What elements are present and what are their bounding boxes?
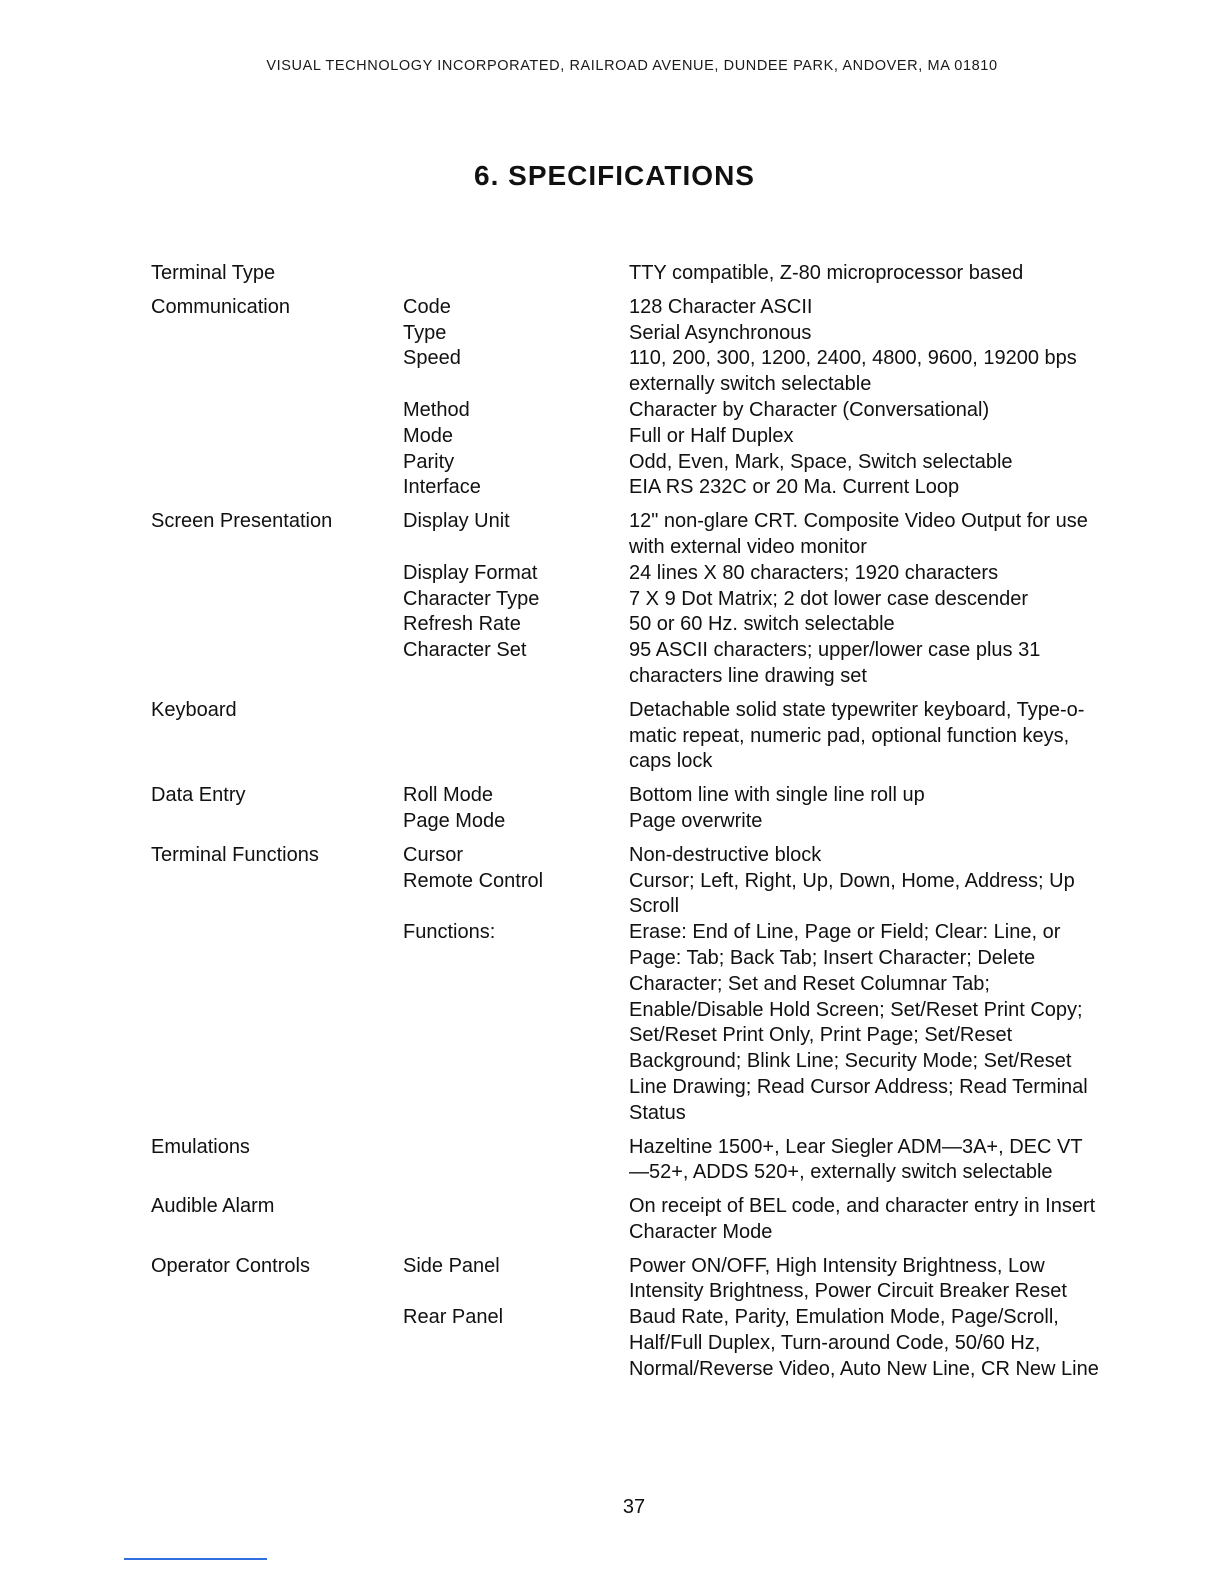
spec-label: Type [403, 321, 447, 344]
spec-row [0, 1135, 1224, 1187]
spec-value: Character by Character (Conversational) [629, 398, 990, 421]
specifications-table [0, 261, 1224, 1383]
spec-value: 24 lines X 80 characters; 1920 characters [629, 561, 999, 584]
spec-row [0, 783, 1224, 835]
spec-item [402, 321, 1224, 347]
spec-label: Parity [403, 450, 455, 473]
spec-value: Bottom line with single line roll up [629, 784, 925, 807]
spec-item [402, 638, 1224, 690]
page-title: 6. SPECIFICATIONS [474, 160, 755, 191]
spec-item [402, 698, 1224, 775]
spec-value: 110, 200, 300, 1200, 2400, 4800, 9600, 19200 bps externally switch selectable [629, 347, 1077, 396]
spec-label: Side Panel [403, 1254, 500, 1277]
spec-item [402, 509, 1224, 561]
spec-item [402, 843, 1224, 869]
spec-label [402, 261, 629, 287]
spec-label: Display Unit [403, 510, 510, 533]
spec-category: Emulations [151, 1135, 250, 1158]
spec-value: 12" non-glare CRT. Composite Video Output for use with external video monitor [629, 510, 1088, 558]
spec-item [402, 1305, 1224, 1382]
spec-item [402, 869, 1224, 921]
spec-category: Communication [151, 295, 290, 318]
spec-item [402, 1194, 1224, 1246]
spec-item [402, 450, 1224, 476]
spec-label: Rear Panel [403, 1306, 504, 1329]
spec-value: Cursor; Left, Right, Up, Down, Home, Address; Up Scroll [629, 869, 1075, 918]
spec-value: Hazeltine 1500+, Lear Siegler ADM—3A+, DEC VT—52+, ADDS 520+, externally switch selectable [629, 1135, 1083, 1184]
spec-row [0, 698, 1224, 775]
spec-row [0, 1254, 1224, 1383]
spec-value: 7 X 9 Dot Matrix; 2 dot lower case descender [629, 587, 1029, 610]
spec-value: Odd, Even, Mark, Space, Switch selectable [629, 450, 1013, 473]
spec-label [402, 1194, 629, 1246]
spec-label [402, 1135, 629, 1187]
page-header: VISUAL TECHNOLOGY INCORPORATED, RAILROAD AVENUE, DUNDEE PARK, ANDOVER, MA 01810 [266, 58, 998, 74]
spec-value: Detachable solid state typewriter keyboard, Type-o-matic repeat, numeric pad, optional function keys, caps lock [629, 698, 1085, 773]
spec-value: Erase: End of Line, Page or Field; Clear: Line, or Page: Tab; Back Tab; Insert Character; Delete Character; Set and Reset Columnar Tab; Enable/Disable Hold Screen; Set/Reset Print Copy; Set/Reset Print Only, Print Page; Set/Reset Background; Blink Line; Security Mode; Set/Reset Line Drawing; Read Cursor Address; Read Terminal Status [629, 921, 1088, 1124]
spec-value: Power ON/OFF, High Intensity Brightness, Low Intensity Brightness, Power Circuit Breaker Reset [629, 1254, 1067, 1303]
spec-label: Roll Mode [403, 784, 494, 807]
spec-value: Serial Asynchronous [629, 321, 812, 344]
spec-category: Audible Alarm [151, 1195, 275, 1218]
spec-category: Terminal Type [151, 262, 276, 284]
page-number: 37 [622, 1496, 646, 1518]
spec-item [402, 612, 1224, 638]
spec-value: Non-destructive block [629, 843, 822, 866]
spec-item [402, 809, 1224, 835]
spec-label: Page Mode [403, 809, 506, 832]
spec-label: Cursor [403, 843, 464, 866]
spec-item [402, 261, 1224, 287]
spec-row [0, 509, 1224, 690]
spec-label: Character Set [403, 639, 527, 662]
spec-item [402, 920, 1224, 1126]
spec-category: Terminal Functions [151, 843, 319, 866]
spec-row [0, 843, 1224, 1127]
spec-row [0, 261, 1224, 287]
spec-value: 50 or 60 Hz. switch selectable [629, 613, 895, 636]
spec-value: 128 Character ASCII [629, 295, 813, 318]
spec-item [402, 346, 1224, 398]
spec-item [402, 475, 1224, 501]
spec-label: Refresh Rate [403, 613, 521, 636]
spec-label: Method [403, 398, 470, 421]
spec-value: Baud Rate, Parity, Emulation Mode, Page/Scroll, Half/Full Duplex, Turn-around Code, 50/60 Hz, Normal/Reverse Video, Auto New Line, CR New Line [629, 1306, 1099, 1380]
spec-row [0, 295, 1224, 501]
spec-category: Data Entry [151, 784, 246, 807]
spec-item [402, 561, 1224, 587]
spec-label: Character Type [403, 587, 540, 610]
spec-label: Mode [403, 424, 454, 447]
spec-category: Screen Presentation [151, 510, 333, 533]
spec-label: Remote Control [403, 869, 544, 892]
spec-category: Operator Controls [151, 1254, 310, 1277]
footer-divider [124, 1558, 267, 1560]
spec-value: 95 ASCII characters; upper/lower case plus 31 characters line drawing set [629, 639, 1041, 687]
spec-value: Full or Half Duplex [629, 424, 794, 447]
spec-item [402, 783, 1224, 809]
spec-value: Page overwrite [629, 809, 763, 832]
spec-item [402, 424, 1224, 450]
spec-item [402, 1135, 1224, 1187]
spec-label: Functions: [403, 921, 496, 944]
spec-label: Speed [403, 347, 461, 370]
spec-label [402, 698, 629, 775]
spec-row [0, 1194, 1224, 1246]
spec-value: EIA RS 232C or 20 Ma. Current Loop [629, 476, 960, 499]
spec-item [402, 398, 1224, 424]
spec-item [402, 1254, 1224, 1306]
spec-category: Keyboard [151, 698, 237, 721]
spec-value: TTY compatible, Z-80 microprocessor based [629, 262, 1024, 284]
spec-label: Interface [403, 476, 481, 499]
spec-label: Display Format [403, 561, 538, 584]
spec-item [402, 587, 1224, 613]
spec-item [402, 295, 1224, 321]
spec-label: Code [403, 295, 451, 318]
spec-value: On receipt of BEL code, and character entry in Insert Character Mode [629, 1195, 1096, 1243]
